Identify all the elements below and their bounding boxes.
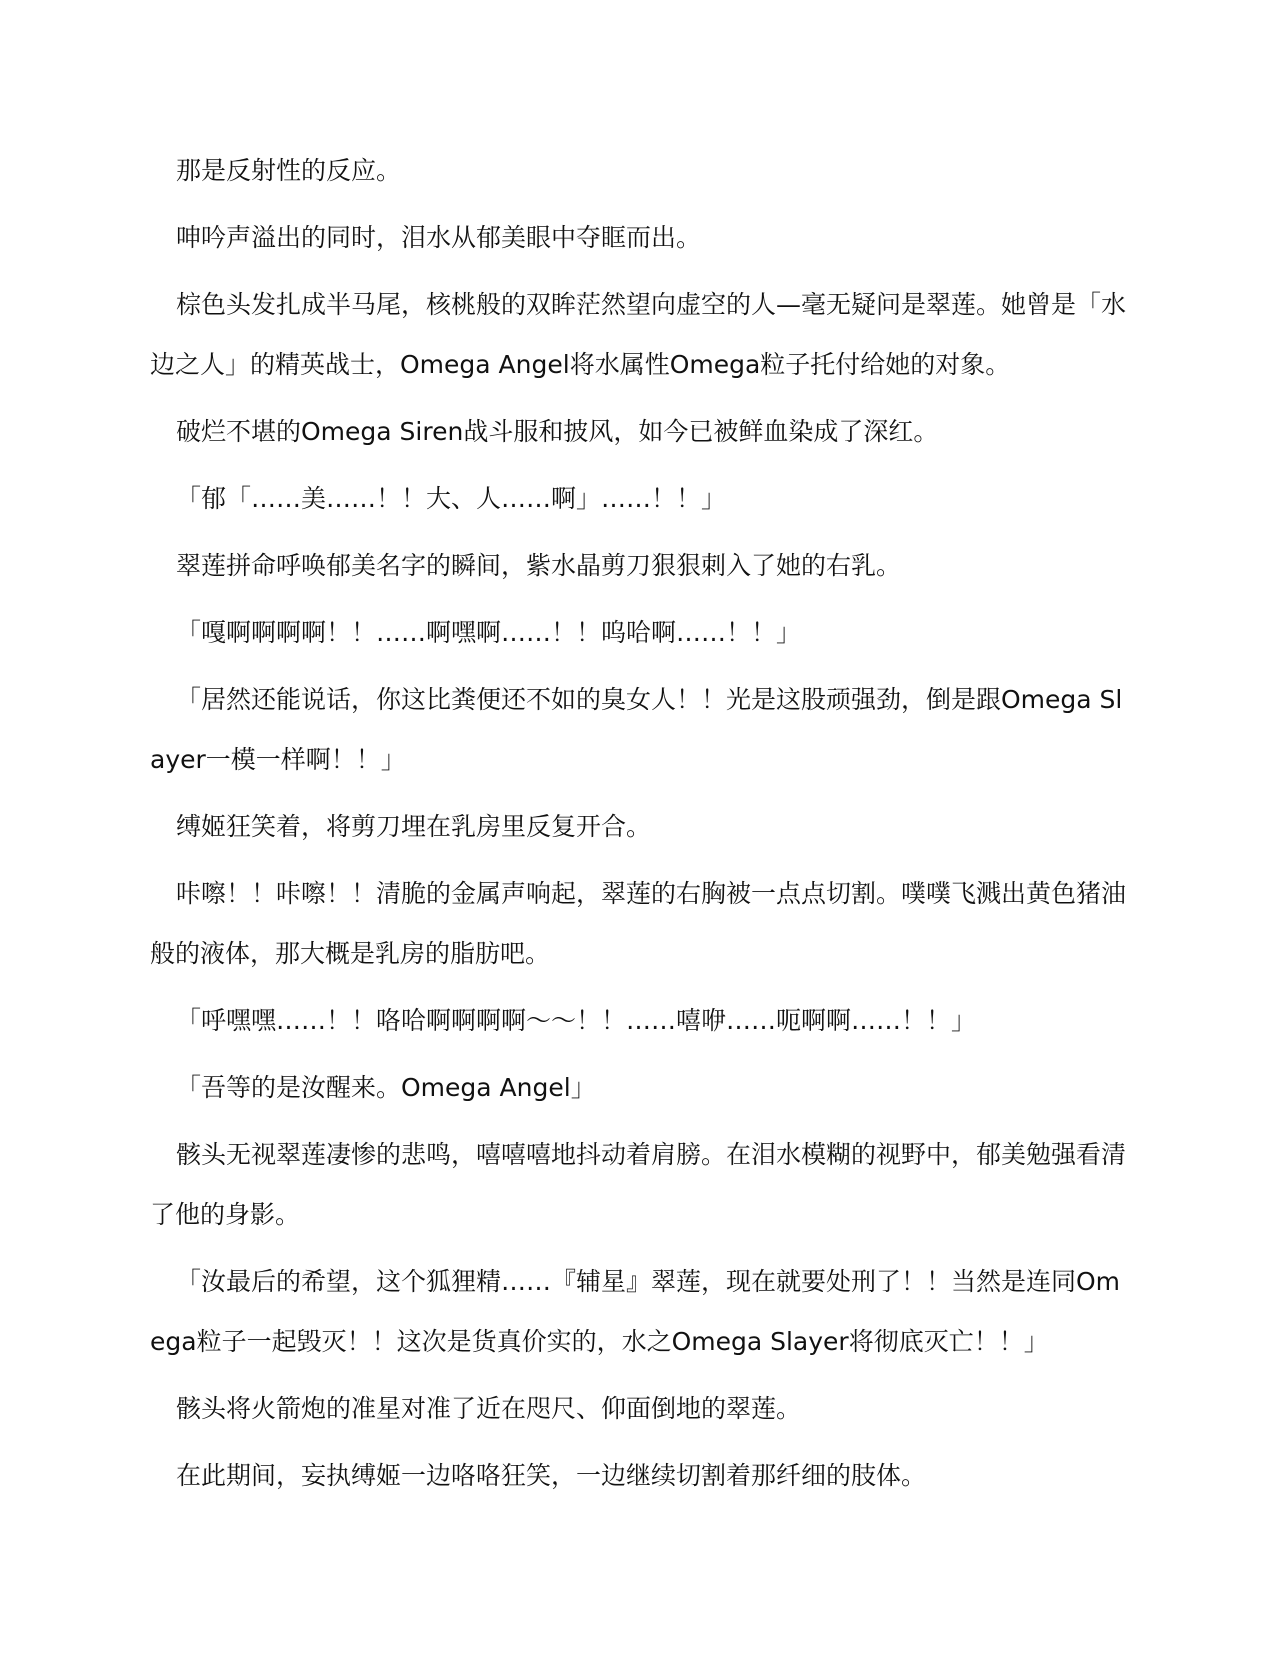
paragraph: 翠莲拼命呼唤郁美名字的瞬间，紫水晶剪刀狠狠刺入了她的右乳。 [176, 551, 902, 580]
paragraph: 骸头将火箭炮的准星对准了近在咫尺、仰面倒地的翠莲。 [176, 1394, 802, 1423]
dialogue-paragraph: 「嘎啊啊啊啊！！……啊嘿啊……！！呜哈啊……！！」 [176, 618, 802, 647]
dialogue-paragraph: 「呼嘿嘿……！！咯哈啊啊啊啊～～！！……嘻咿……呃啊啊……！！」 [176, 1006, 977, 1035]
paragraph: 破烂不堪的Omega Siren战斗服和披风，如今已被鲜血染成了深红。 [176, 417, 939, 446]
paragraph: 那是反射性的反应。 [176, 156, 402, 185]
paragraph: 咔嚓！！咔嚓！！清脆的金属声响起，翠莲的右胸被一点点切割。噗噗飞溅出黄色猪油般的液体，那大概是乳房的脂肪吧。 [150, 879, 1127, 968]
paragraph: 棕色头发扎成半马尾，核桃般的双眸茫然望向虚空的人—毫无疑问是翠莲。她曾是「水边之人」的精英战士，Omega Angel将水属性Omega粒子托付给她的对象。 [150, 290, 1127, 379]
paragraph: 在此期间，妄执缚姬一边咯咯狂笑，一边继续切割着那纤细的肢体。 [176, 1461, 927, 1490]
paragraph: 骸头无视翠莲凄惨的悲鸣，嘻嘻嘻地抖动着肩膀。在泪水模糊的视野中，郁美勉强看清了他的身影。 [150, 1140, 1127, 1229]
text-body [150, 141, 1132, 1513]
dialogue-paragraph: 「吾等的是汝醒来。Omega Angel」 [176, 1073, 596, 1102]
dialogue-paragraph: 「汝最后的希望，这个狐狸精……『辅星』翠莲，现在就要处刑了！！当然是连同Omega粒子一起毁灭！！这次是货真价实的，水之Omega Slayer将彻底灭亡！！」 [150, 1267, 1121, 1356]
paragraph: 缚姬狂笑着，将剪刀埋在乳房里反复开合。 [176, 812, 652, 841]
dialogue-paragraph: 「郁「……美……！！大、人……啊」……！！」 [176, 484, 727, 513]
dialogue-paragraph: 「居然还能说话，你这比粪便还不如的臭女人！！光是这股顽强劲，倒是跟Omega Slayer一模一样啊！！」 [150, 685, 1123, 774]
paragraph: 呻吟声溢出的同时，泪水从郁美眼中夺眶而出。 [176, 223, 702, 252]
